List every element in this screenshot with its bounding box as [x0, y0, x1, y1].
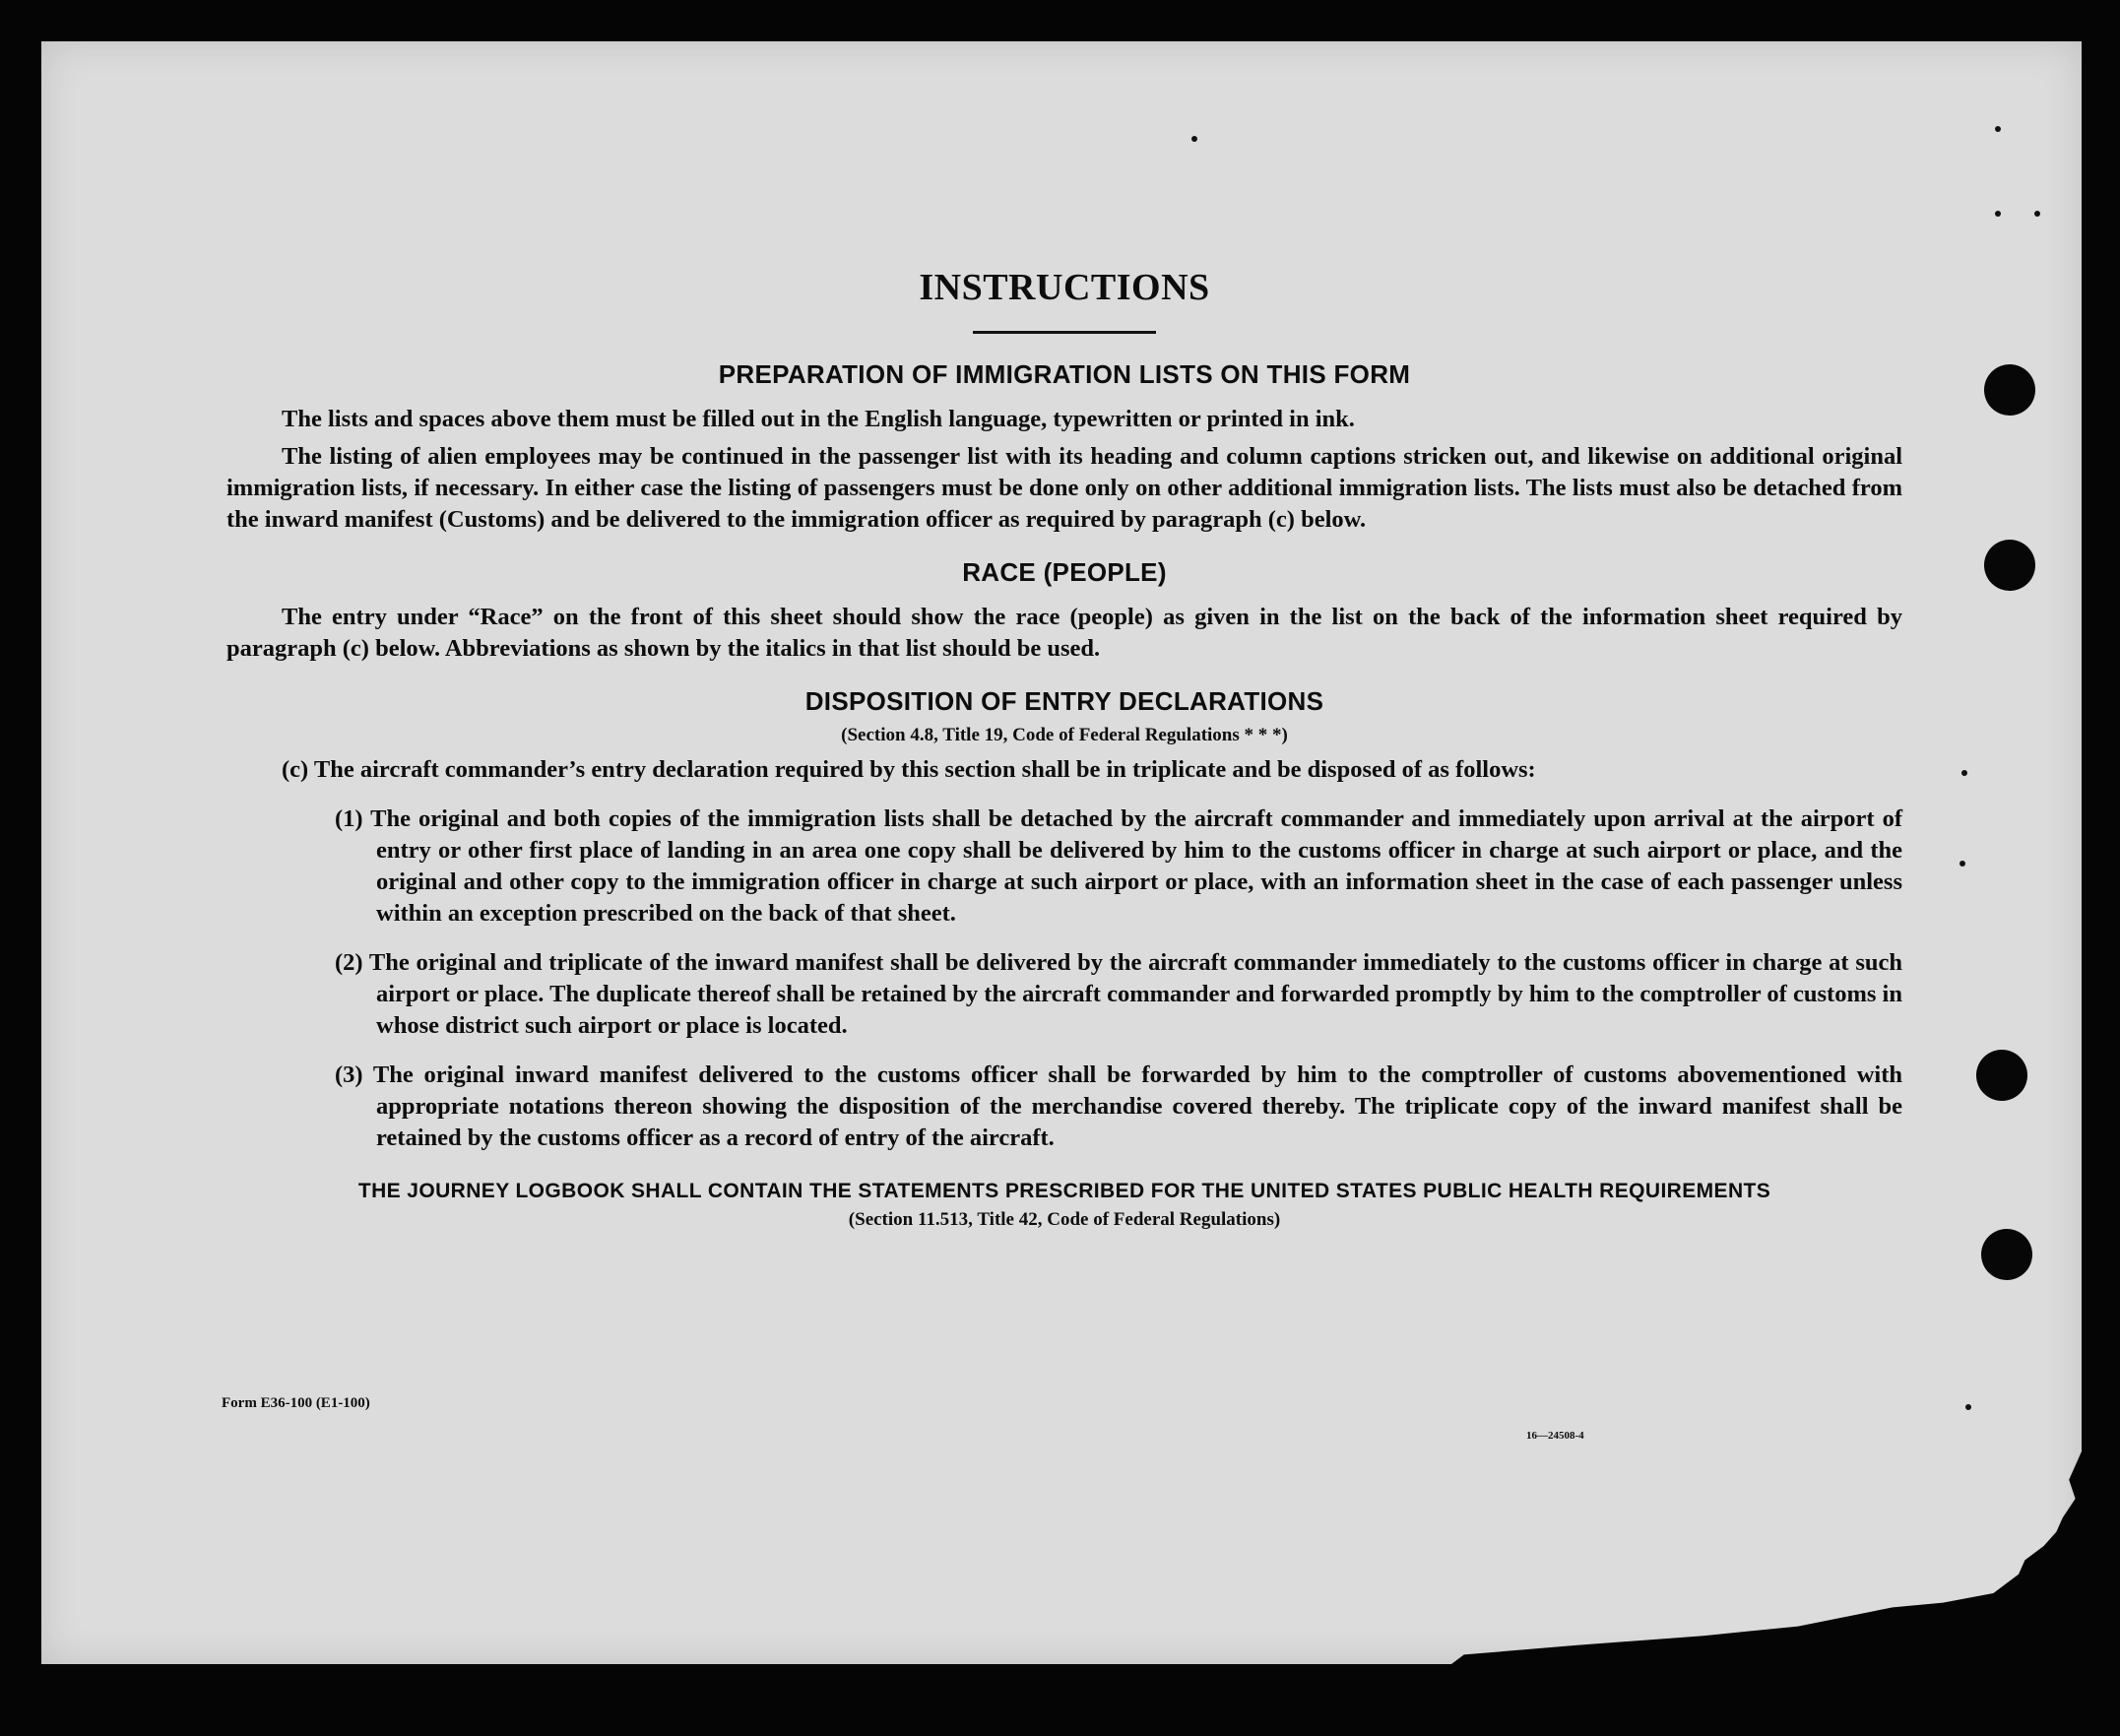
prep-paragraph-2: The listing of alien employees may be continued in the passenger list with its heading and column captions stricken out, and likewise on additional original immigration lists, if necessary. In either case the listing of passengers must be done only on other additional immigration lists. The lists must also be detached from the inward manifest (Customs) and be delivered to the immigration officer as required by paragraph (c) below. [226, 443, 1902, 533]
instructions-body [226, 266, 1902, 1231]
disposition-lead: (c) The aircraft commander’s entry declaration required by this section shall be in triplicate and be disposed of as follows: [282, 756, 1536, 783]
punch-hole [1984, 364, 2035, 416]
scan-speck [1965, 1404, 1971, 1410]
scan-speck [1191, 136, 1197, 142]
page-title: INSTRUCTIONS [919, 267, 1210, 308]
disposition-citation: (Section 4.8, Title 19, Code of Federal Regulations * * *) [841, 725, 1288, 745]
title-underline [973, 331, 1156, 334]
disposition-item-1: (1) The original and both copies of the immigration lists shall be detached by the aircraft commander and immediately upon arrival at the airport of entry or other first place of landing in an area one copy shall be delivered by him to the customs officer in charge at such airport or place, and the original and other copy to the immigration officer in charge at such airport or place, with an information sheet in the case of each passenger unless within an exception prescribed on the back of that sheet. [335, 805, 1902, 927]
scan-speck [1995, 211, 2001, 217]
print-code: 16—24508-4 [1526, 1430, 1584, 1442]
heading-race: RACE (PEOPLE) [962, 557, 1167, 587]
prep-paragraph-1: The lists and spaces above them must be filled out in the English language, typewritten or printed in ink. [282, 406, 1355, 432]
scan-speck [1961, 770, 1967, 776]
heading-preparation: PREPARATION OF IMMIGRATION LISTS ON THIS FORM [718, 359, 1411, 389]
disposition-item-3: (3) The original inward manifest delivered to the customs officer shall be forwarded by him to the comptroller of customs abovementioned with appropriate notations thereon showing the disposition of the merchandise covered thereby. The triplicate copy of the inward manifest shall be retained by the customs officer as a record of entry of the aircraft. [335, 1061, 1902, 1151]
scan-speck [2034, 211, 2040, 217]
punch-hole [1976, 1050, 2027, 1101]
form-number: Form E36-100 (E1-100) [222, 1395, 370, 1411]
punch-hole [1984, 540, 2035, 591]
race-paragraph: The entry under “Race” on the front of this sheet should show the race (people) as given in the list on the back of the information sheet required by paragraph (c) below. Abbreviations as shown by the italics in that list should be used. [226, 604, 1902, 662]
punch-hole [1981, 1229, 2032, 1280]
torn-corner [1451, 1428, 2082, 1664]
disposition-item-2: (2) The original and triplicate of the inward manifest shall be delivered by the aircraft commander immediately to the customs officer in charge at such airport or place. The duplicate thereof shall be retained by the aircraft commander and forwarded promptly by him to the comptroller of customs in whose district such airport or place is located. [335, 949, 1902, 1039]
logbook-citation: (Section 11.513, Title 42, Code of Federal Regulations) [848, 1209, 1281, 1230]
logbook-statement: THE JOURNEY LOGBOOK SHALL CONTAIN THE STATEMENTS PRESCRIBED FOR THE UNITED STATES PUBLIC HEALTH REQUIREMENTS [357, 1180, 1771, 1202]
heading-disposition: DISPOSITION OF ENTRY DECLARATIONS [804, 686, 1324, 716]
scan-speck [1995, 126, 2001, 132]
scan-speck [1959, 861, 1965, 867]
